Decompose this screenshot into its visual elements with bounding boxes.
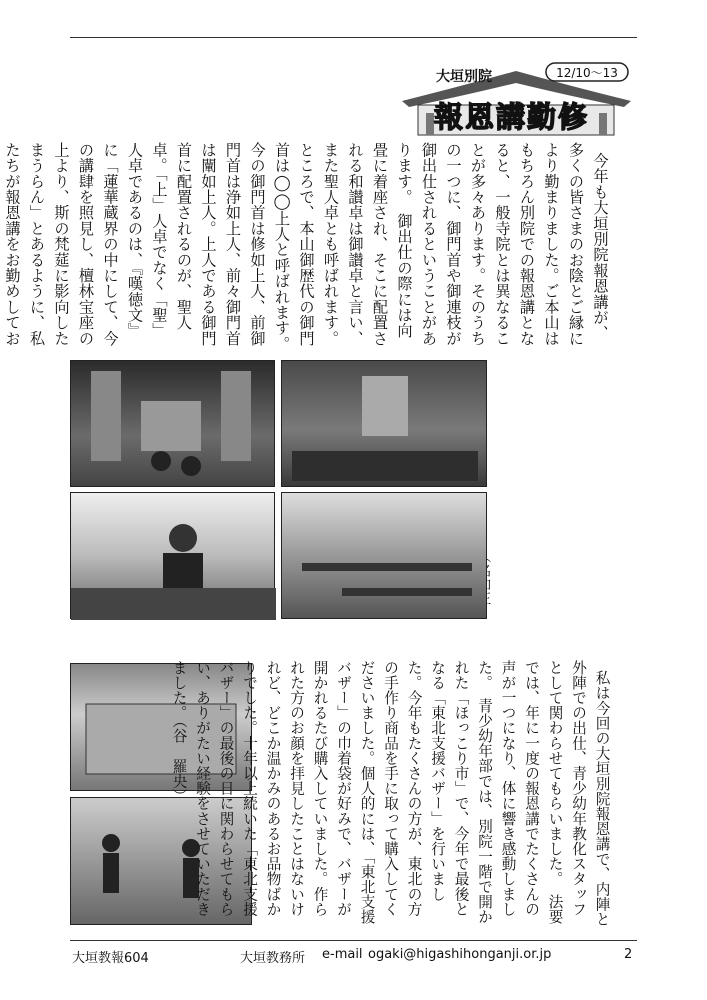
footer-email-label: e-mail [322,947,363,962]
banner-subtitle: 大垣別院 [436,69,492,85]
footer-office: 大垣教務所 [240,951,306,966]
article2-text: 私は今回の大垣別院報恩講で、内陣と外陣での出仕、青少幼年教化スタッフとして関わらせてもらいました。 法要では、年に一度の報恩講でたくさんの声が一つになり、体に響き感動しました。 青少幼年部では、別院一階で開かれた「ほっこり市」で、今年で最後となる「東北支援バザー」を行いました。今年もたくさんの方が、東北の方の手作り商品を手に取って購入してくださいました。個人的には、「東北支援バザー」の巾着袋が好みで、バザーが開かれるたび購入していました。作られた方のお顔を拝見したことはないけれど、どこか温かみのあるお品物ばかりでした。十年以上続いた「東北支援バザー」の最後の日に関わらせてもらい、ありがたい経験をさせていただきました。 [170,660,611,927]
footer-page-number: 2 [624,947,633,962]
bottom-rule [70,940,637,941]
top-rule [70,37,637,38]
footer-email[interactable]: ogaki@higashihonganji.or.jp [368,947,552,962]
article2-body [170,660,637,930]
speaker-illustration [71,493,276,620]
photo-hall-congregation [281,360,487,487]
photo-speaker [70,492,275,619]
banner-dates: 12/10〜13 [556,66,618,80]
article2-author: （谷 羅央） [170,720,188,804]
photo-dining-hall [281,492,487,619]
dining-illustration [282,493,488,620]
article1-text: 今年も大垣別院報恩講が、多くの皆さまのお陰とご縁により勤まりました。ご本山はもちろん別院での報恩講となると、一般寺院とは異なることが多々あります。そのうちの一つに、御門首や御連枝が御出仕されるということがあります。 御出仕の際には向畳に着座され、そこに配置される和讃卓は御讃卓と言い、また聖人卓とも呼ばれます。ところで、本山御歴代の御門首は◯◯上人と呼ばれます。今の御門首は修如上人、前御門首は浄如上人、前々御門首は闡如上人。上人である御門首に配置されるのが、聖人卓。「上」人卓でなく「聖」人卓であるのは、『嘆徳文』に「蓮華蔵界の中にして、今の講肆を照見し、檀林宝座の上より、斯の梵莚に影向したまうらん」とあるように、私たちが報恩講をお勤めしてお [3,142,610,352]
footer-publication: 大垣教報604 [72,951,149,966]
event-banner [398,57,635,137]
article1-body-upper [3,142,637,354]
hall-illustration [282,361,488,488]
altar-illustration [71,361,276,488]
article1-author-column [493,540,519,632]
photo-altar-service [70,360,275,487]
banner-title: 報恩講勤修 [434,100,590,134]
